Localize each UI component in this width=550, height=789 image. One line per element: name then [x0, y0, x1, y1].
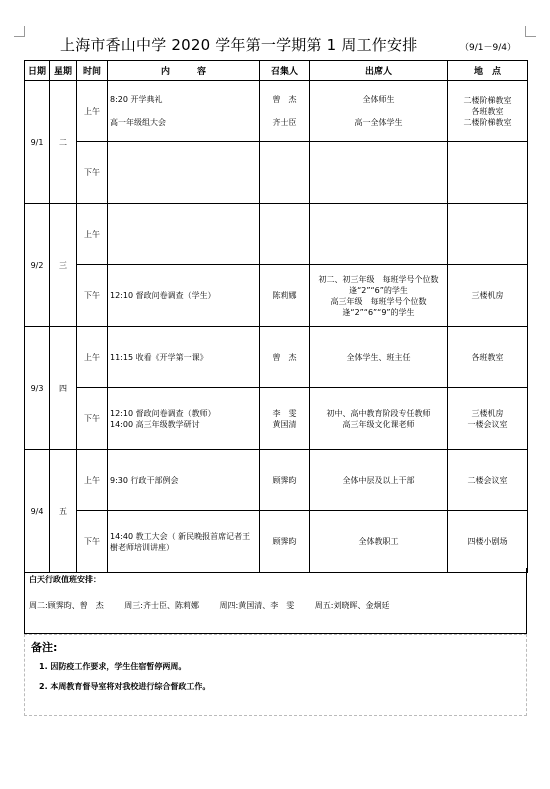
- table-row: [25, 142, 528, 204]
- table-row: [25, 511, 528, 573]
- attendees-line: 初二、初三年级 每班学号个位数逢“2”“6”的学生: [318, 274, 439, 295]
- weekday-cell: 三: [50, 204, 77, 327]
- duty-item: 周二:顾霁昀、曾 杰: [29, 601, 104, 610]
- content-cell: [108, 204, 260, 265]
- notes-section: [24, 634, 527, 716]
- attendees-cell: [310, 265, 448, 327]
- convener-line: 黄国清: [272, 419, 297, 429]
- duty-section: [24, 568, 527, 634]
- table-row: [25, 81, 528, 142]
- convener-line: 齐士臣: [272, 118, 297, 127]
- header-date: 日期: [25, 61, 50, 81]
- attendees-cell: [310, 388, 448, 450]
- time-cell: 下午: [77, 265, 108, 327]
- table-row: [25, 265, 528, 327]
- schedule-table: [24, 60, 528, 573]
- notes-title: 备注:: [31, 641, 58, 654]
- attendees-cell: [310, 142, 448, 204]
- place-line: 三楼机房: [471, 408, 504, 418]
- table-header-row: [25, 61, 528, 81]
- date-range: （9/1－9/4）: [460, 43, 516, 53]
- page-title: 上海市香山中学 2020 学年第一学期第 1 周工作安排: [60, 36, 418, 54]
- date-cell: 9/4: [25, 450, 50, 573]
- duty-item: 周三:齐士臣、陈莉娜: [124, 601, 199, 610]
- place-line: 各班教室: [471, 106, 504, 116]
- place-cell: [448, 142, 528, 204]
- attendees-cell: 全体教职工: [310, 511, 448, 573]
- convener-line: 曾 杰: [272, 95, 297, 104]
- duty-list: [29, 600, 407, 611]
- content-line: 14:00 高三年级教学研讨: [110, 419, 200, 429]
- content-cell: [108, 388, 260, 450]
- attendees-line: 高三年级文化课老师: [342, 419, 415, 429]
- attendees-line: 高一全体学生: [354, 118, 403, 127]
- date-cell: 9/1: [25, 81, 50, 204]
- attendees-line: 全体师生: [362, 95, 395, 104]
- attendees-cell: 全体中层及以上干部: [310, 450, 448, 511]
- place-line: 二楼阶梯教室: [463, 117, 512, 127]
- content-cell: [108, 81, 260, 142]
- time-cell: 上午: [77, 81, 108, 142]
- place-cell: 四楼小剧场: [448, 511, 528, 573]
- convener-cell: 曾 杰: [260, 327, 310, 388]
- time-cell: 下午: [77, 388, 108, 450]
- content-cell: 12:10 督政问卷调查（学生）: [108, 265, 260, 327]
- convener-cell: [260, 204, 310, 265]
- duty-item: 周四:黄国清、李 雯: [219, 601, 295, 610]
- place-cell: [448, 204, 528, 265]
- time-cell: 上午: [77, 204, 108, 265]
- header-attendees: 出席人: [310, 61, 448, 81]
- note-item: 2. 本周教育督导室将对我校进行综合督政工作。: [39, 682, 211, 691]
- time-cell: 上午: [77, 450, 108, 511]
- header-convener: 召集人: [260, 61, 310, 81]
- convener-line: 李 雯: [272, 408, 297, 418]
- content-line: 高一年级组大会: [110, 118, 166, 127]
- weekday-cell: 四: [50, 327, 77, 450]
- place-cell: [448, 388, 528, 450]
- attendees-line: 初中、高中教育阶段专任教师: [326, 408, 431, 418]
- header-content: 内 容: [108, 61, 260, 81]
- page-corner-mark: [525, 26, 536, 37]
- content-line: 12:10 督政问卷调查（教师）: [110, 408, 216, 418]
- attendees-cell: [310, 204, 448, 265]
- time-cell: 上午: [77, 327, 108, 388]
- attendees-cell: 全体学生、班主任: [310, 327, 448, 388]
- place-line: 二楼阶梯教室: [463, 95, 512, 105]
- header-weekday: 星期: [50, 61, 77, 81]
- weekday-cell: 五: [50, 450, 77, 573]
- note-item: 1. 因防疫工作要求，学生住宿暂停两周。: [39, 662, 187, 671]
- table-row: [25, 204, 528, 265]
- duty-title: 白天行政值班安排：: [29, 575, 101, 584]
- convener-cell: 顾霁昀: [260, 511, 310, 573]
- place-line: 一楼会议室: [467, 419, 508, 429]
- date-cell: 9/2: [25, 204, 50, 327]
- place-cell: 二楼会议室: [448, 450, 528, 511]
- header-time: 时间: [77, 61, 108, 81]
- page-corner-mark: [14, 26, 25, 37]
- attendees-cell: [310, 81, 448, 142]
- table-row: [25, 327, 528, 388]
- weekday-cell: 二: [50, 81, 77, 204]
- convener-cell: 顾霁昀: [260, 450, 310, 511]
- time-cell: 下午: [77, 511, 108, 573]
- date-cell: 9/3: [25, 327, 50, 450]
- table-row: [25, 388, 528, 450]
- content-cell: [108, 142, 260, 204]
- table-row: [25, 450, 528, 511]
- content-cell: 9:30 行政干部例会: [108, 450, 260, 511]
- place-cell: [448, 81, 528, 142]
- place-cell: 各班教室: [448, 327, 528, 388]
- content-cell: 14:40 教工大会（ 新民晚报首席记者王樹老师培训讲座）: [108, 511, 260, 573]
- convener-cell: [260, 142, 310, 204]
- content-cell: 11:15 收看《开学第一课》: [108, 327, 260, 388]
- duty-item: 周五:刘晓晖、金炯廷: [314, 601, 390, 610]
- time-cell: 下午: [77, 142, 108, 204]
- header-place: 地 点: [448, 61, 528, 81]
- convener-cell: [260, 388, 310, 450]
- attendees-line: 高三年级 每班学号个位数逢“2”“6”“9”的学生: [330, 296, 427, 317]
- place-cell: 三楼机房: [448, 265, 528, 327]
- convener-cell: 陈莉娜: [260, 265, 310, 327]
- content-line: 8:20 开学典礼: [110, 95, 163, 104]
- convener-cell: [260, 81, 310, 142]
